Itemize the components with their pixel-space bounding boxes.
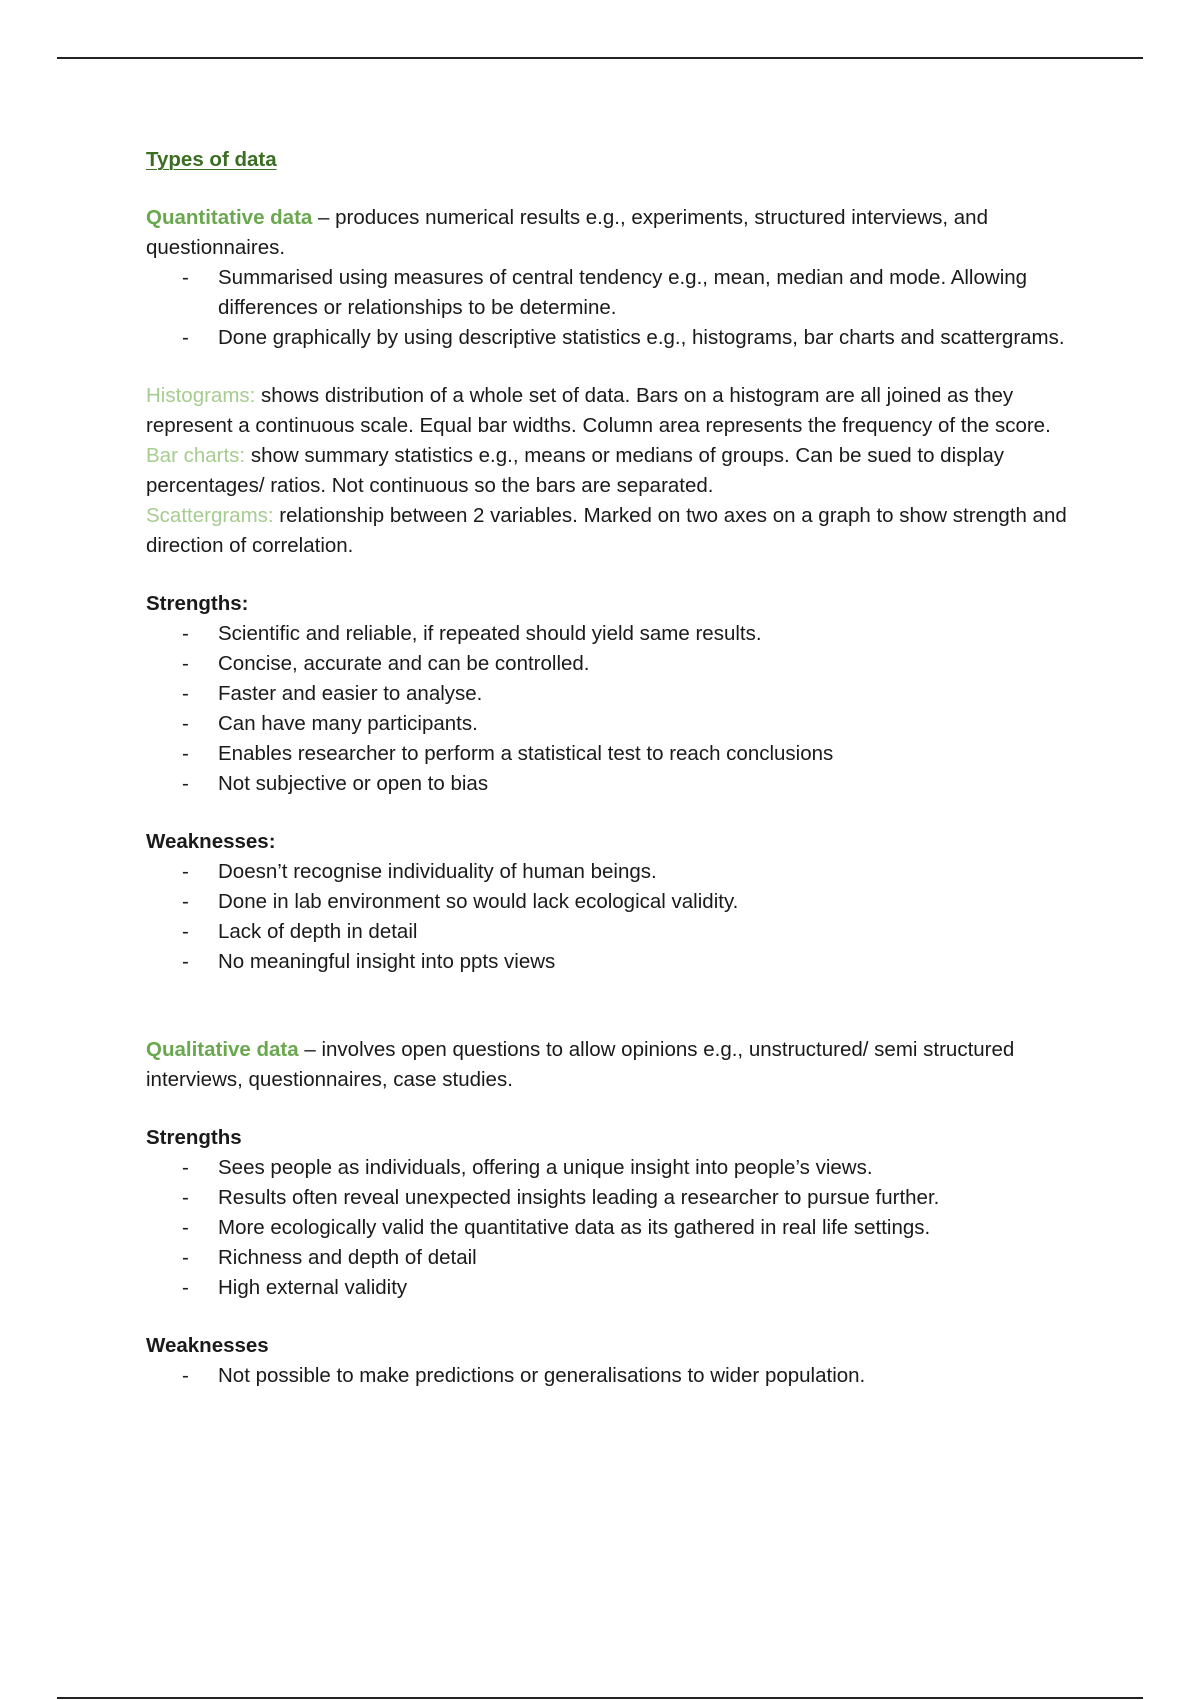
list-item: - Summarised using measures of central tendency e.g., mean, median and mode. Allowing differences or relationships to be determine. [146, 263, 1096, 323]
list-item: - Results often reveal unexpected insights leading a researcher to pursue further. [146, 1183, 1096, 1213]
quantitative-bullets [146, 263, 1096, 353]
spacer [146, 561, 1096, 589]
scattergrams-paragraph [146, 501, 1096, 561]
scattergrams-label: Scattergrams: [146, 504, 274, 527]
bar-charts-paragraph [146, 441, 1096, 501]
list-item: - Can have many participants. [146, 709, 1096, 739]
qual-weaknesses-title: Weaknesses [146, 1334, 269, 1357]
list-item: - Doesn’t recognise individuality of human beings. [146, 857, 1096, 887]
header-rule [57, 57, 1143, 59]
list-item: - Not subjective or open to bias [146, 769, 1096, 799]
document-heading [146, 145, 1096, 175]
list-item: - Richness and depth of detail [146, 1243, 1096, 1273]
qualitative-text: – involves open questions to allow opinions e.g., unstructured/ semi structured interviews, questionnaires, case studies. [146, 1038, 1015, 1091]
quantitative-label: Quantitative data [146, 206, 313, 229]
quantitative-intro [146, 203, 1096, 263]
list-item: - Concise, accurate and can be controlled. [146, 649, 1096, 679]
qualitative-intro [146, 1035, 1096, 1095]
bar-charts-label: Bar charts: [146, 444, 246, 467]
histograms-text: shows distribution of a whole set of data. Bars on a histogram are all joined as they represent a continuous scale. Equal bar widths. Column area represents the frequency of the score. [146, 384, 1051, 437]
list-item: - Enables researcher to perform a statistical test to reach conclusions [146, 739, 1096, 769]
list-item: - Scientific and reliable, if repeated should yield same results. [146, 619, 1096, 649]
spacer [146, 175, 1096, 203]
bar-charts-text: show summary statistics e.g., means or medians of groups. Can be sued to display percentages/ ratios. Not continuous so the bars are separated. [146, 444, 1004, 497]
quant-weaknesses-list [146, 857, 1096, 977]
quantitative-text: – produces numerical results e.g., experiments, structured interviews, and questionnaires. [146, 206, 988, 259]
quant-strengths-title: Strengths: [146, 592, 249, 615]
spacer [146, 977, 1096, 1035]
list-item: - Done in lab environment so would lack ecological validity. [146, 887, 1096, 917]
histograms-label: Histograms: [146, 384, 256, 407]
list-item: - Faster and easier to analyse. [146, 679, 1096, 709]
spacer [146, 1095, 1096, 1123]
list-item: - Not possible to make predictions or generalisations to wider population. [146, 1361, 1096, 1391]
list-item: - Done graphically by using descriptive statistics e.g., histograms, bar charts and scattergrams. [146, 323, 1096, 353]
qual-weaknesses-list [146, 1361, 1096, 1391]
document-body [146, 145, 1096, 1391]
list-item: - Lack of depth in detail [146, 917, 1096, 947]
quant-strengths-list [146, 619, 1096, 799]
list-item: - Sees people as individuals, offering a unique insight into people’s views. [146, 1153, 1096, 1183]
spacer [146, 353, 1096, 381]
heading-text: Types of data [146, 148, 277, 171]
quant-weaknesses-title: Weaknesses: [146, 830, 276, 853]
list-item: - More ecologically valid the quantitative data as its gathered in real life settings. [146, 1213, 1096, 1243]
spacer [146, 1303, 1096, 1331]
footer-rule [57, 1697, 1143, 1699]
list-item: - High external validity [146, 1273, 1096, 1303]
histograms-paragraph [146, 381, 1096, 441]
scattergrams-text: relationship between 2 variables. Marked on two axes on a graph to show strength and direction of correlation. [146, 504, 1067, 557]
spacer [146, 799, 1096, 827]
list-item: - No meaningful insight into ppts views [146, 947, 1096, 977]
qualitative-label: Qualitative data [146, 1038, 299, 1061]
qual-strengths-title: Strengths [146, 1126, 242, 1149]
qual-strengths-list [146, 1153, 1096, 1303]
